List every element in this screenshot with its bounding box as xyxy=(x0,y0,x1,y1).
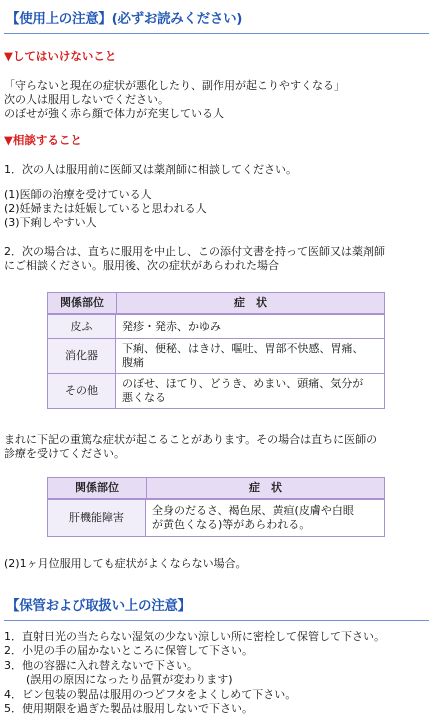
list-item: (1)医師の治療を受けている人 xyxy=(4,188,152,201)
table-cell-symptom: 全身のだるさ、褐色尿、黄疸(皮膚や白眼 xyxy=(152,504,354,517)
consult-item-month: (2)1ヶ月位服用しても症状がよくならない場合。 xyxy=(4,557,247,570)
item2-line: にご相談ください。服用後、次の症状があらわれた場合 xyxy=(4,259,279,272)
table-header-part: 関係部位 xyxy=(48,478,146,499)
dont-text xyxy=(4,79,429,121)
dont-line: 「守らないと現在の症状が悪化したり、副作用が起こりやすくなる」 xyxy=(4,79,345,92)
table-row xyxy=(48,314,384,338)
rare-line: まれに下記の重篤な症状が起こることがあります。その場合は直ちに医師の xyxy=(4,433,378,446)
consult-item1-list xyxy=(4,188,429,230)
usage-precautions-title: 【使用上の注意】(必ずお読みください) xyxy=(6,11,243,27)
consult-item2 xyxy=(4,245,429,273)
table-header-part: 関係部位 xyxy=(48,293,116,314)
table-row xyxy=(48,373,384,408)
consult-item1: 1．次の人は服用前に医師又は薬剤師に相談してください。 xyxy=(4,163,297,176)
list-item: (3)下痢しやすい人 xyxy=(4,216,97,229)
storage-item: (誤用の原因になったり品質が変わります) xyxy=(4,673,233,687)
rare-warning xyxy=(4,433,429,461)
item2-line: 2．次の場合は、直ちに服用を中止し、この添付文書を持って医師又は薬剤師 xyxy=(4,245,385,258)
title-underline xyxy=(4,33,429,34)
storage-item: 4．ビン包装の製品は服用のつどフタをよくしめて下さい。 xyxy=(4,687,297,701)
consult-heading: ▼相談すること xyxy=(4,133,82,147)
storage-precautions-title: 【保管および取扱い上の注意】 xyxy=(6,598,191,614)
table-cell-symptom: 悪くなる xyxy=(122,391,166,404)
table-cell-symptom: 下痢、便秘、はきけ、嘔吐、胃部不快感、胃痛、 xyxy=(122,342,364,355)
storage-list xyxy=(4,630,429,716)
table-cell-symptom: 発疹・発赤、かゆみ xyxy=(116,314,384,338)
table-cell-part: 消化器 xyxy=(48,338,116,373)
table-row xyxy=(48,499,384,536)
dont-heading: ▼してはいけないこと xyxy=(4,49,117,63)
storage-item: 1．直射日光の当たらない湿気の少ない涼しい所に密栓して保管して下さい。 xyxy=(4,630,385,643)
storage-item: 3．他の容器に入れ替えないで下さい。 xyxy=(4,658,198,672)
table-cell-part: 皮ふ xyxy=(48,314,116,338)
table-cell-part: その他 xyxy=(48,373,116,408)
storage-item: 2．小児の手の届かないところに保管して下さい。 xyxy=(4,644,253,658)
table-cell-symptom: 腹痛 xyxy=(122,356,144,369)
list-item: (2)妊婦または妊娠していると思われる人 xyxy=(4,202,207,215)
table-header-symptom: 症 状 xyxy=(116,293,384,314)
storage-item: 5．使用期限を過ぎた製品は服用しないで下さい。 xyxy=(4,702,253,716)
table-header-symptom: 症 状 xyxy=(146,478,384,499)
table-cell-symptom: が黄色くなる)等があらわれる。 xyxy=(152,518,311,531)
title-underline xyxy=(4,620,429,621)
dont-line: のぼせが強く赤ら顔で体力が充実している人 xyxy=(4,107,224,120)
rare-line: 診療を受けてください。 xyxy=(4,447,125,460)
table-cell-part: 肝機能障害 xyxy=(48,499,146,536)
table-cell-symptom: のぼせ、ほてり、どうき、めまい、頭痛、気分が xyxy=(122,377,364,390)
symptom-table xyxy=(47,292,385,409)
table-row xyxy=(48,338,384,373)
serious-symptom-table xyxy=(47,477,385,537)
dont-line: 次の人は服用しないでください。 xyxy=(4,93,169,106)
